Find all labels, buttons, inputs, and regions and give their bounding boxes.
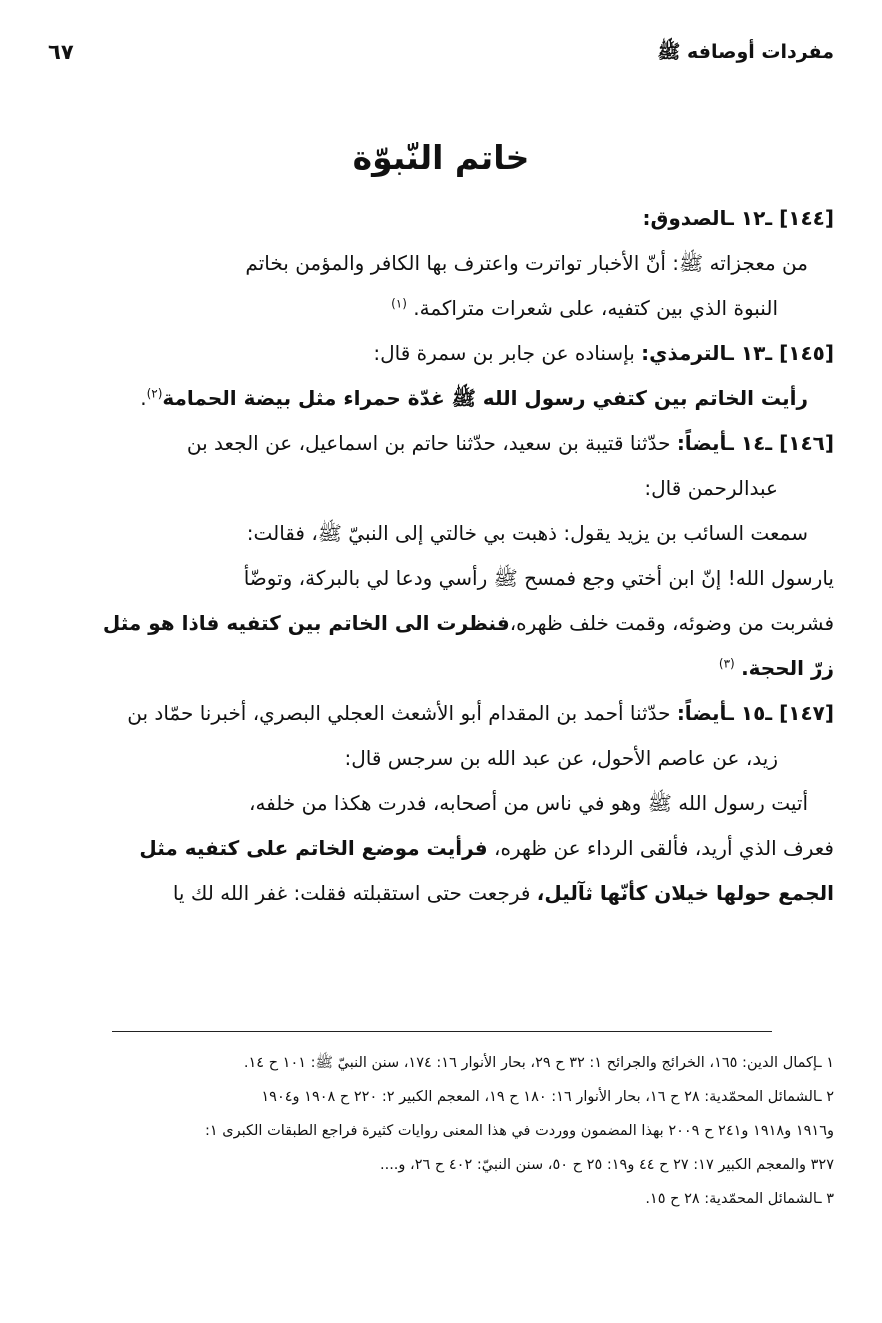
entry-146-line-3-bold: فنظرت الى الخاتم بين كتفيه فاذا هو مثل	[102, 611, 510, 635]
entry-144-line-2	[48, 286, 834, 331]
entry-146-line-2: يارسول الله! إنّ ابن أختي وجع فمسح ﷺ رأسي ودعا لي بالبركة، وتوضّأ	[243, 566, 834, 590]
entry-146-line-1: سمعت السائب بن يزيد يقول: ذهبت بي خالتي إلى النبيّ ﷺ، فقالت:	[246, 521, 808, 545]
footnote-2: ٢ ـالشمائل المحمّدية: ٢٨ ح ١٦، بحار الأنوار ١٦: ١٨٠ ح ١٩، المعجم الكبير ٢: ٢٢٠ ح ١٩٠٨ و١٩٠٤	[261, 1089, 834, 1105]
entry-145-quote: رأيت الخاتم بين كتفي رسول الله ﷺ غدّة حمراء مثل بيضة الحمامة$^{(٢)}$.	[140, 386, 808, 410]
entry-147-line-2-plain: فعرف الذي أريد، فألقى الرداء عن ظهره،	[487, 836, 834, 860]
entry-146-chain: حدّثنا قتيبة بن سعيد، حدّثنا حاتم بن اسماعيل، عن الجعد بن	[186, 431, 677, 455]
footnote-2-cont-1: و١٩١٦ و١٩١٨ و٢٤١ ح ٢٠٠٩ بهذا المضمون ووردت في هذا المعنى روايات كثيرة فراجع الطبقات الكبرى ١:	[204, 1123, 834, 1139]
chapter-title: خاتم النّبوّة	[352, 138, 530, 177]
entry-147-chain: حدّثنا أحمد بن المقدام أبو الأشعث العجلي البصري، أخبرنا حمّاد بن	[127, 701, 677, 725]
footnote-ref-3: (٣)	[718, 656, 735, 671]
entry-144-line-1: من معجزاته ﷺ: أنّ الأخبار تواترت واعترف بها الكافر والمؤمن بخاتم	[245, 251, 808, 275]
entry-145-number: [١٤٥] ـ١٣ ـالترمذي:	[641, 341, 834, 365]
entry-144-text: النبوة الذي بين كتفيه، على شعرات متراكمة.	[413, 296, 778, 320]
entry-147-number: [١٤٧] ـ١٥ ـأيضاً:	[676, 701, 834, 725]
entry-147-line-1: أتيت رسول الله ﷺ وهو في ناس من أصحابه، فدرت هكذا من خلفه،	[249, 791, 808, 815]
entry-147-line-2	[48, 826, 834, 871]
entry-146-line-3-plain: فشربت من وضوئه، وقمت خلف ظهره،	[509, 611, 834, 635]
footnotes	[48, 1046, 834, 1216]
entry-144-heading: [١٤٤] ـ١٢ ـالصدوق:	[642, 206, 834, 230]
entry-147-line-3	[48, 871, 834, 916]
entry-146-number: [١٤٦] ـ١٤ ـأيضاً:	[676, 431, 834, 455]
entry-145-quote-text: رأيت الخاتم بين كتفي رسول الله ﷺ غدّة حمراء مثل بيضة الحمامة	[162, 386, 808, 410]
entry-145-chain: بإسناده عن جابر بن سمرة قال:	[373, 341, 642, 365]
running-title: مفردات أوصافه ﷺ	[657, 41, 834, 63]
entry-146-heading	[48, 421, 834, 466]
main-text	[48, 196, 834, 916]
footnote-2-cont-2: ٣٢٧ والمعجم الكبير ١٧: ٢٧ ح ٤٤ و١٩: ٢٥ ح ٥٠، سنن النبيّ: ٤٠٢ ح ٢٦، و....	[379, 1157, 834, 1173]
entry-147-line-3-bold: الجمع حولها خيلان كأنّها ثآليل،	[536, 881, 834, 905]
entry-147-line-3-plain: فرجعت حتى استقبلته فقلت: غفر الله لك يا	[172, 881, 537, 905]
entry-147-heading	[48, 691, 834, 736]
entry-146-line-4	[48, 646, 834, 691]
footnote-ref-2: (٢)	[146, 386, 163, 401]
entry-147-line-2-bold: فرأيت موضع الخاتم على كتفيه مثل	[139, 836, 488, 860]
entry-146-heading-cont: عبدالرحمن قال:	[644, 476, 778, 500]
page-header	[48, 40, 834, 76]
footnote-3: ٣ ـالشمائل المحمّدية: ٢٨ ح ١٥.	[645, 1191, 834, 1207]
entry-147-heading-cont: زيد، عن عاصم الأحول، عن عبد الله بن سرجس قال:	[344, 746, 778, 770]
entry-145-heading	[48, 331, 834, 376]
footnote-1: ١ ـإكمال الدين: ١٦٥، الخرائج والجرائح ١: ٣٢ ح ٢٩، بحار الأنوار ١٦: ١٧٤، سنن النبيّ ﷺ: ١٠١ ح ١٤.	[243, 1055, 834, 1071]
page-number: ٦٧	[48, 40, 74, 64]
footnote-ref-1: (١)	[391, 296, 407, 311]
entry-146-line-4-bold: زرّ الحجة.	[741, 656, 834, 680]
footnote-divider	[112, 1031, 772, 1032]
entry-146-line-3	[48, 601, 834, 646]
